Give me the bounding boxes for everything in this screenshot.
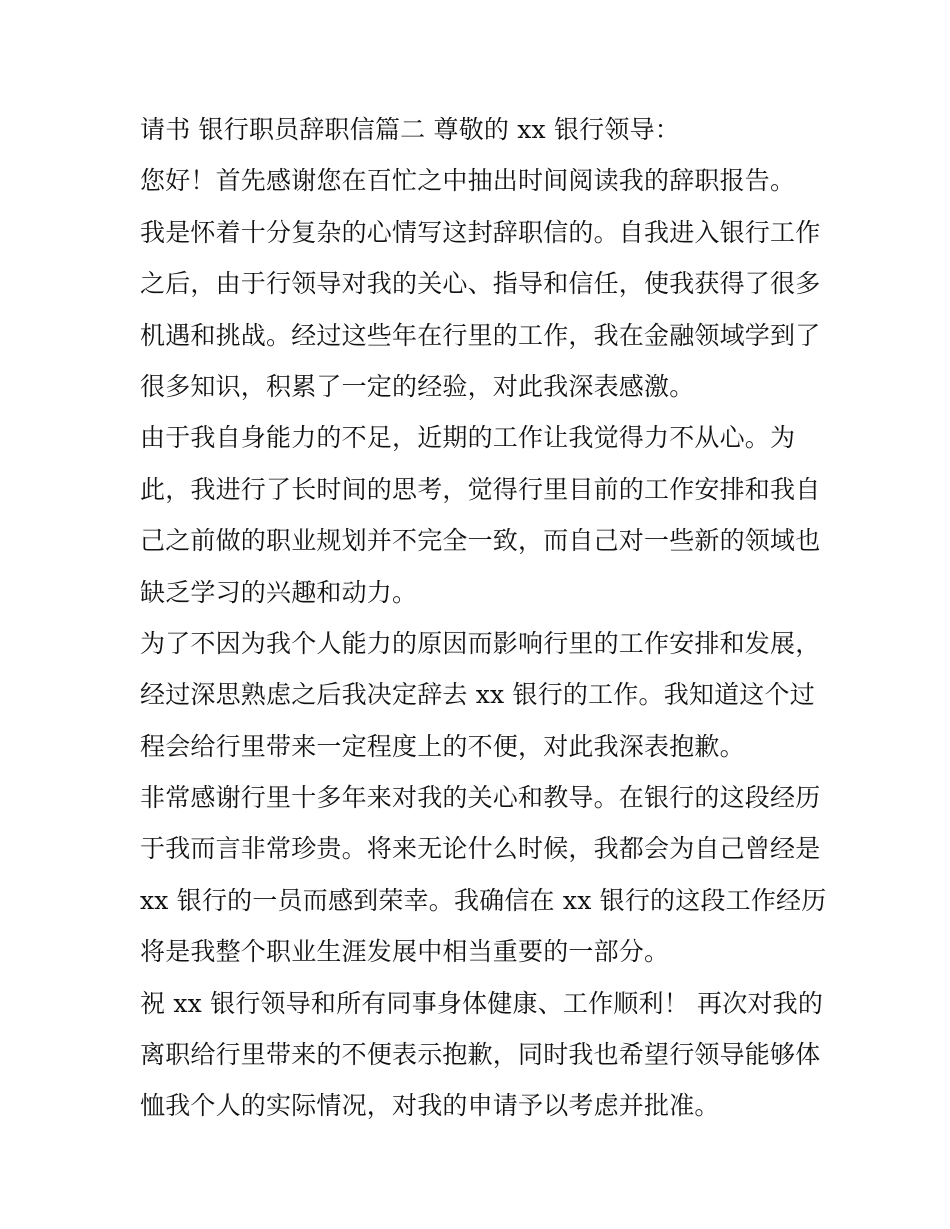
text-line-5: 机遇和挑战。经过这些年在行里的工作，我在金融领域学到了 [140,320,821,350]
text-line-19: 离职给行里带来的不便表示抱歉，同时我也希望行领导能够体 [140,1040,821,1070]
text-line-13: 程会给行里带来一定程度上的不便，对此我深表抱歉。 [140,731,745,761]
document-body [140,112,827,1140]
text-line-16: xx 银行的一员而感到荣幸。我确信在 xx 银行的这段工作经历 [140,885,827,915]
text-line-9: 己之前做的职业规划并不完全一致，而自己对一些新的领域也 [140,526,821,556]
text-line-18: 祝 xx 银行领导和所有同事身体健康、工作顺利！ 再次对我的 [140,988,824,1018]
text-line-6: 很多知识，积累了一定的经验，对此我深表感激。 [140,371,695,401]
text-line-4: 之后，由于行领导对我的关心、指导和信任，使我获得了很多 [140,269,821,299]
text-line-7: 由于我自身能力的不足，近期的工作让我觉得力不从心。为 [140,423,796,453]
text-line-8: 此，我进行了长时间的思考，觉得行里目前的工作安排和我自 [140,474,821,504]
text-line-14: 非常感谢行里十多年来对我的关心和教导。在银行的这段经历 [140,783,821,813]
text-line-15: 于我而言非常珍贵。将来无论什么时候，我都会为自己曾经是 [140,834,821,864]
text-line-2: 您好！首先感谢您在百忙之中抽出时间阅读我的辞职报告。 [140,166,796,196]
text-line-20: 恤我个人的实际情况，对我的申请予以考虑并批准。 [140,1091,720,1121]
text-line-1: 请书 银行职员辞职信篇二 尊敬的 xx 银行领导： [140,115,680,144]
text-line-12: 经过深思熟虑之后我决定辞去 xx 银行的工作。我知道这个过 [140,680,815,710]
text-line-11: 为了不因为我个人能力的原因而影响行里的工作安排和发展， [140,628,821,658]
text-line-3: 我是怀着十分复杂的心情写这封辞职信的。自我进入银行工作 [140,217,821,247]
text-line-17: 将是我整个职业生涯发展中相当重要的一部分。 [140,937,670,967]
text-line-10: 缺乏学习的兴趣和动力。 [140,577,418,607]
